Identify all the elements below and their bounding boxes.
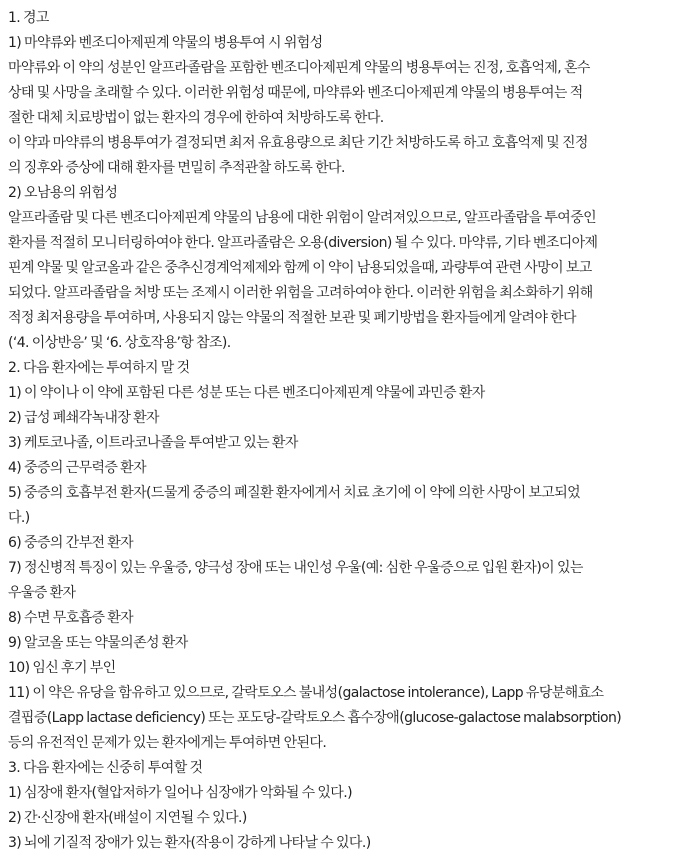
list-item: 6) 중증의 간부전 환자 [8,535,134,551]
list-item: 4) 중증의 근무력증 환자 [8,460,147,476]
paragraph-line: 알프라졸람 및 다른 벤조디아제핀계 약물의 남용에 대한 위험이 알려져있으므로, 알프라졸람을 투여중인 [8,210,597,226]
list-item-continuation: 등의 유전적인 문제가 있는 환자에게는 투여하면 안된다. [8,735,327,751]
list-item-continuation: 다.) [8,510,30,526]
list-item: 8) 수면 무호흡증 환자 [8,610,134,626]
section-heading-warnings: 1. 경고 [8,10,49,26]
paragraph-line: 적정 최저용량을 투여하며, 사용되지 않는 약물의 적절한 보관 및 폐기방법을 환자들에게 알려야 한다 [8,310,576,326]
list-item: 11) 이 약은 유당을 함유하고 있으므로, 갈락토오스 불내성(galactose intolerance), Lapp 유당분해효소 [8,685,604,701]
paragraph-line: 환자를 적절히 모니터링하여야 한다. 알프라졸람은 오용(diversion) 될 수 있다. 마약류, 기타 벤조디아제 [8,235,598,251]
list-item: 2) 간·신장애 환자(배설이 지연될 수 있다.) [8,810,247,826]
subheading-concomitant-opioid-risk: 1) 마약류와 벤조디아제핀계 약물의 병용투여 시 위험성 [8,35,323,51]
paragraph-line: 상태 및 사망을 초래할 수 있다. 이러한 위험성 때문에, 마약류와 벤조디아제핀계 약물의 병용투여는 적 [8,85,583,101]
list-item: 9) 알코올 또는 약물의존성 환자 [8,635,188,651]
list-item: 1) 이 약이나 이 약에 포함된 다른 성분 또는 다른 벤조디아제핀계 약물에 과민증 환자 [8,385,485,401]
section-heading-careful-administration: 3. 다음 환자에는 신중히 투여할 것 [8,760,203,776]
paragraph-line: 절한 대체 치료방법이 없는 환자의 경우에 한하여 처방하도록 한다. [8,110,384,126]
paragraph-line: 이 약과 마약류의 병용투여가 결정되면 최저 유효용량으로 최단 기간 처방하도록 하고 호흡억제 및 진정 [8,135,588,151]
list-item: 2) 급성 폐쇄각녹내장 환자 [8,410,159,426]
paragraph-line: 되었다. 알프라졸람을 처방 또는 조제시 이러한 위험을 고려하여야 한다. 이러한 위험을 최소화하기 위해 [8,285,593,301]
paragraph-line: 마약류와 이 약의 성분인 알프라졸람을 포함한 벤조디아제핀계 약물의 병용투여는 진정, 호흡억제, 혼수 [8,60,590,76]
paragraph-line: 핀계 약물 및 알코올과 같은 중추신경계억제제와 함께 이 약이 남용되었을때, 과량투여 관련 사망이 보고 [8,260,592,276]
section-heading-contraindications: 2. 다음 환자에는 투여하지 말 것 [8,360,190,376]
list-item: 5) 중증의 호흡부전 환자(드물게 중증의 폐질환 환자에게서 치료 초기에 이 약에 의한 사망이 보고되었 [8,485,581,501]
list-item-continuation: 우울증 환자 [8,585,76,601]
subheading-abuse-risk: 2) 오남용의 위험성 [8,185,118,201]
list-item: 3) 뇌에 기질적 장애가 있는 환자(작용이 강하게 나타날 수 있다.) [8,835,371,851]
paragraph-line: 의 징후와 증상에 대해 환자를 면밀히 추적관찰 하도록 한다. [8,160,345,176]
list-item: 3) 케토코나졸, 이트라코나졸을 투여받고 있는 환자 [8,435,298,451]
list-item: 10) 임신 후기 부인 [8,660,116,676]
paragraph-line: (‘4. 이상반응’ 및 ‘6. 상호작용’항 참조). [8,335,231,351]
list-item: 7) 정신병적 특징이 있는 우울증, 양극성 장애 또는 내인성 우울(예: 심한 우울증으로 입원 환자)이 있는 [8,560,583,576]
list-item: 1) 심장애 환자(혈압저하가 일어나 심장애가 악화될 수 있다.) [8,785,352,801]
list-item-continuation: 결핍증(Lapp lactase deficiency) 또는 포도당-갈락토오스 흡수장애(glucose-galactose malabsorption) [8,710,622,726]
